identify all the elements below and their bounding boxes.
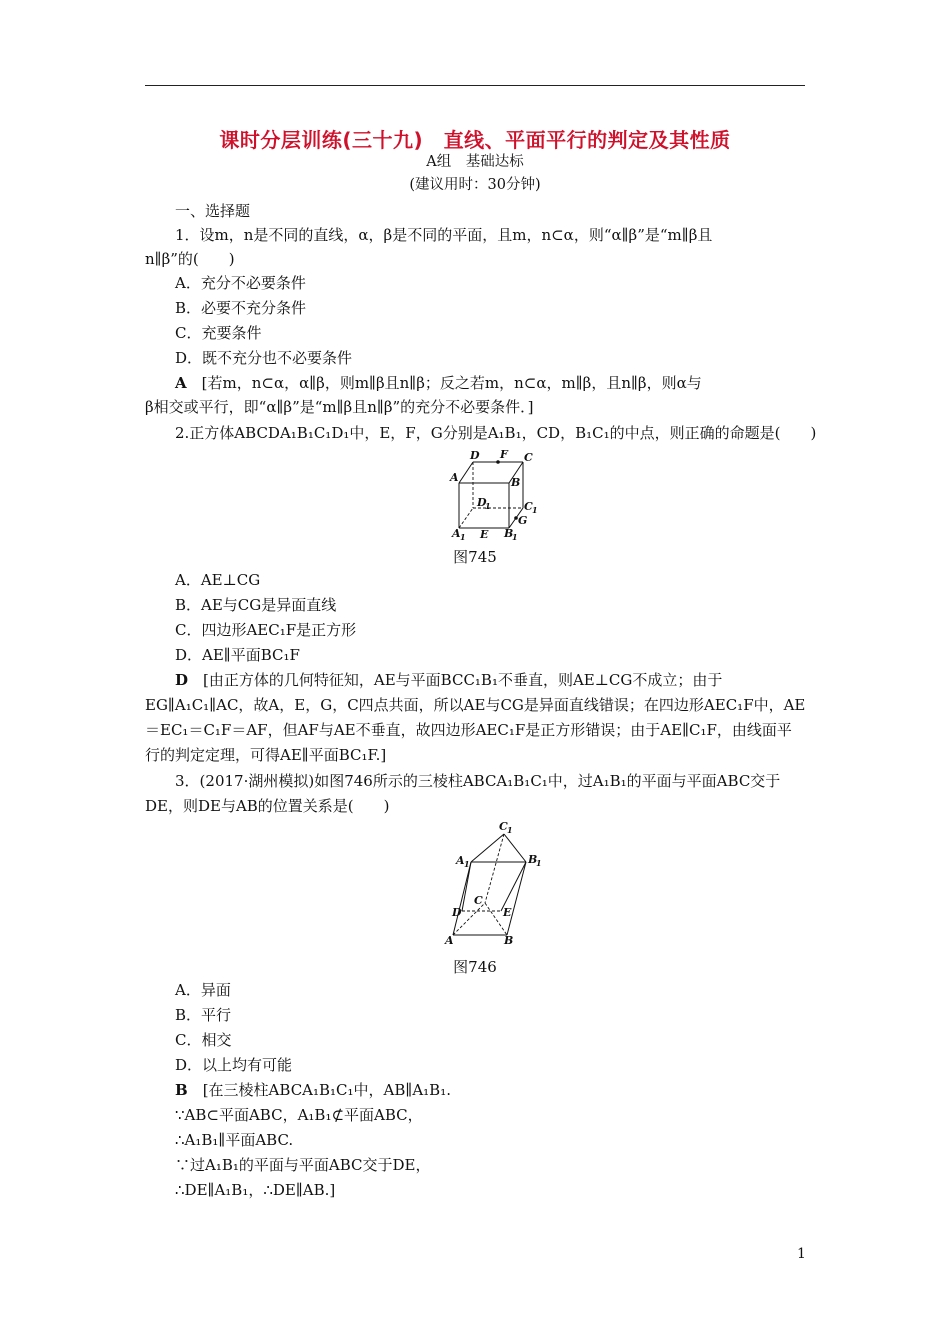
q3-explanation-line5: ∴DE∥A₁B₁，∴DE∥AB.]: [175, 1181, 336, 1199]
q1-option-c: C．充要条件: [175, 324, 262, 342]
time-hint: (建议用时：30分钟): [409, 177, 541, 193]
hidden-edge-a1d1: [459, 508, 473, 528]
q3-stem-line1: 3．(2017·湖州模拟)如图746所示的三棱柱ABCA₁B₁C₁中，过A₁B₁的平面与平面ABC交于: [175, 772, 781, 790]
svg-text:1: 1: [460, 532, 466, 542]
q2-option-d: D．AE∥平面BC₁F: [175, 646, 300, 664]
q2-explanation-line1: D [由正方体的几何特征知，AE与平面BCC₁B₁不垂直，则AE⊥CG不成立；由于: [175, 671, 723, 689]
label-g: G: [518, 514, 528, 527]
edge-a1c1: [471, 834, 504, 862]
header-rule: [145, 85, 805, 86]
q2-explanation-line4: 行的判定定理，可得AE∥平面BC₁F.]: [145, 746, 387, 764]
label-c: C: [474, 894, 483, 907]
q1-option-d: D．既不充分也不必要条件: [175, 349, 353, 367]
q2-option-b: B．AE与CG是异面直线: [175, 596, 337, 614]
label-d1: D: [477, 496, 487, 509]
label-e: E: [480, 528, 489, 541]
label-a: A: [450, 471, 459, 484]
figure-746-caption: 图746: [453, 958, 497, 976]
svg-text:1: 1: [536, 858, 542, 868]
svg-text:1: 1: [507, 825, 513, 835]
svg-text:1: 1: [532, 505, 538, 515]
label-c1: C: [524, 500, 533, 513]
svg-text:1: 1: [464, 859, 470, 869]
page-number: 1: [797, 1246, 806, 1262]
q3-option-b: B．平行: [175, 1006, 232, 1024]
label-d: D: [470, 449, 480, 462]
section-heading: 一、选择题: [175, 202, 251, 220]
q3-option-d: D．以上均有可能: [175, 1056, 293, 1074]
q3-answer: B: [175, 1081, 188, 1099]
svg-text:1: 1: [485, 501, 491, 511]
label-d: D: [452, 906, 462, 919]
q3-explanation-line4: ∵过A₁B₁的平面与平面ABC交于DE，: [175, 1156, 431, 1174]
q1-answer: A: [175, 374, 187, 392]
group-subtitle: A组 基础达标: [426, 154, 524, 170]
q1-option-b: B．必要不充分条件: [175, 299, 307, 317]
q2-option-c: C．四边形AEC₁F是正方形: [175, 621, 357, 639]
hidden-edge-c1c: [485, 834, 504, 903]
q1-stem-line1: 1．设m，n是不同的直线，α，β是不同的平面，且m，n⊂α，则“α∥β”是“m∥β且: [175, 226, 713, 244]
edge-a1a: [453, 862, 471, 935]
svg-text:1: 1: [512, 532, 518, 542]
q3-explanation-line3: ∴A₁B₁∥平面ABC.: [175, 1131, 294, 1149]
q1-option-a: A．充分不必要条件: [175, 274, 306, 292]
q3-explanation-line2: ∵AB⊂平面ABC，A₁B₁⊄平面ABC，: [175, 1106, 423, 1124]
label-c: C: [524, 451, 533, 464]
label-a1: A: [452, 527, 461, 540]
label-b: B: [511, 476, 521, 489]
q1-stem-line2: n∥β”的( ): [145, 250, 235, 268]
q2-stem-line1: 2.正方体ABCDA₁B₁C₁D₁中，E，F，G分别是A₁B₁，CD，B₁C₁的中点，则正确的命题是( ): [175, 424, 817, 442]
label-a1: A: [456, 854, 465, 867]
figure-745-cube: [445, 448, 538, 543]
edge-a1d: [462, 862, 471, 911]
q2-explanation-line2: EG∥A₁C₁∥AC，故A，E，G，C四点共面，所以AE与CG是异面直线错误；在四边形AEC₁F中，AE: [145, 696, 806, 714]
edge-c1b1: [504, 834, 526, 862]
edge-b1b: [507, 862, 526, 935]
figure-745-caption: 图745: [453, 548, 497, 566]
label-b1: B: [528, 853, 538, 866]
q3-explanation-line1: B [在三棱柱ABCA₁B₁C₁中，AB∥A₁B₁.: [175, 1081, 451, 1099]
q3-option-a: A．异面: [175, 981, 231, 999]
label-c1: C: [499, 820, 508, 833]
q3-stem-line2: DE，则DE与AB的位置关系是( ): [145, 797, 390, 815]
q2-option-a: A．AE⊥CG: [175, 571, 261, 589]
figure-746-prism: [440, 818, 550, 948]
edge-b1e: [501, 862, 526, 911]
page-title: 课时分层训练(三十九) 直线、平面平行的判定及其性质: [219, 128, 731, 152]
label-b1: B: [504, 527, 514, 540]
label-b: B: [504, 934, 514, 947]
label-e: E: [503, 906, 512, 919]
edge-ad: [459, 462, 473, 483]
label-a: A: [445, 934, 454, 947]
q3-option-c: C．相交: [175, 1031, 232, 1049]
q1-explanation-line2: β相交或平行，即“α∥β”是“m∥β且n∥β”的充分不必要条件．]: [145, 398, 534, 416]
q2-answer: D: [175, 671, 189, 689]
q1-explanation-line1: A [若m，n⊂α，α∥β，则m∥β且n∥β；反之若m，n⊂α，m∥β，且n∥β，则α与: [175, 374, 702, 392]
label-f: F: [500, 448, 508, 461]
q2-explanation-line3: ＝EC₁＝C₁F＝AF，但AF与AE不垂直，故四边形AEC₁F是正方形错误；由于AE∥C₁F，由线面平: [145, 721, 792, 739]
